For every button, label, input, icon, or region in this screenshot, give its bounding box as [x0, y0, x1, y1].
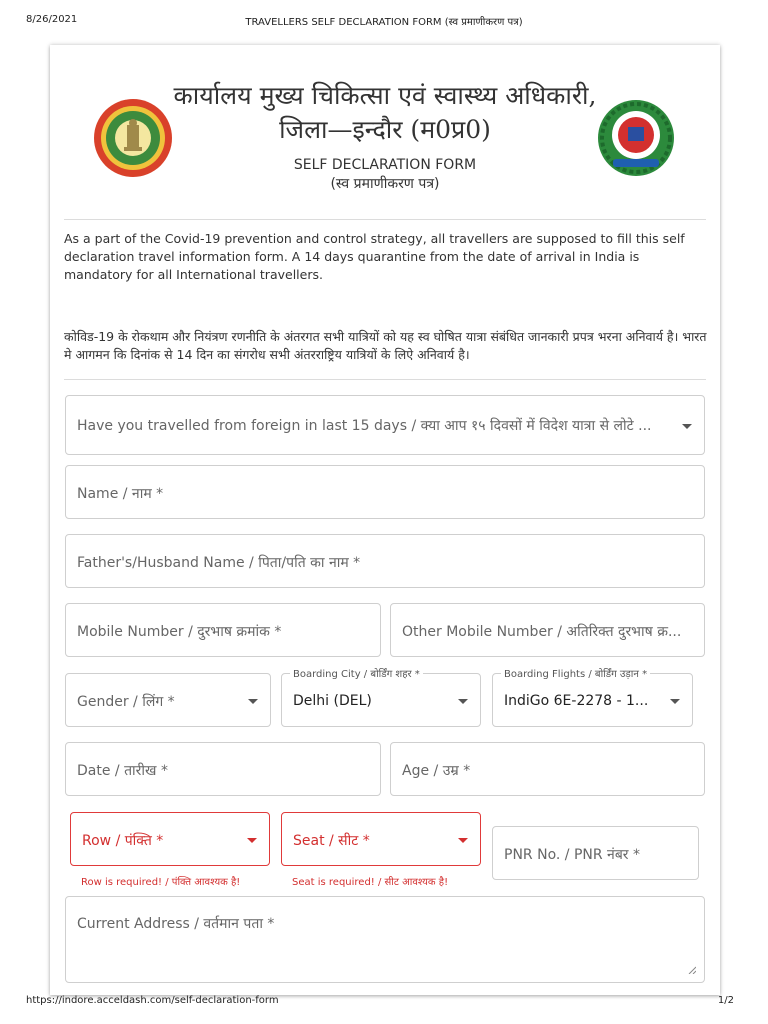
intro-english: As a part of the Covid-19 prevention and control strategy, all travellers are supposed to fill this self declaration travel information form. A 14 days quarantine from the date of arrival in India is mandatory for all International travellers.	[64, 231, 685, 282]
chevron-down-icon	[682, 424, 692, 429]
gender-placeholder: Gender / लिंग *	[77, 694, 175, 710]
name-placeholder: Name / नाम *	[77, 486, 164, 502]
intro-divider	[64, 379, 706, 380]
other-mobile-input[interactable]	[390, 603, 705, 657]
age-placeholder: Age / उम्र *	[402, 763, 471, 779]
mobile-input[interactable]	[65, 603, 381, 657]
office-title-line2: जिला—इन्दौर (म0प्र0)	[279, 115, 491, 144]
boarding-flight-select[interactable]	[492, 669, 693, 727]
municipal-emblem-icon	[595, 97, 677, 179]
chevron-down-icon	[248, 699, 258, 704]
chevron-down-icon	[670, 699, 680, 704]
address-textarea[interactable]	[65, 896, 705, 983]
date-placeholder: Date / तारीख *	[77, 763, 168, 779]
pnr-placeholder: PNR No. / PNR नंबर *	[504, 847, 640, 863]
foreign-travel-label: Have you travelled from foreign in last 15 days / क्या आप १५ दिवसों में विदेश यात्रा से लोटे ...	[77, 418, 652, 434]
boarding-city-value: Delhi (DEL)	[293, 693, 372, 709]
father-name-placeholder: Father's/Husband Name / पिता/पति का नाम *	[77, 555, 361, 571]
row-error: Row is required! / पंक्ति आवश्यक है!	[81, 877, 241, 888]
header-divider	[64, 219, 706, 220]
office-title-line1: कार्यालय मुख्य चिकित्सा एवं स्वास्थ्य अधिकारी,	[173, 81, 597, 110]
seat-error: Seat is required! / सीट आवश्यक है!	[292, 877, 449, 888]
gender-select[interactable]	[65, 673, 271, 727]
boarding-city-label: Boarding City / बोर्डिंग शहर *	[290, 666, 423, 680]
intro-hindi: कोविड-19 के रोकथाम और नियंत्रण रणनीति के अंतरगत सभी यात्रियों को यह स्व घोषित यात्रा संबंधित जानकारी प्रपत्र भरना अनिवार्य है। भारत मे आगमन कि दिनांक से 14 दिन का संगरोध सभी अंतरराष्ट्रिय यात्रियों के लिऐ अनिवार्य है।	[64, 329, 707, 362]
boarding-city-select[interactable]	[281, 669, 481, 727]
print-header	[0, 14, 768, 28]
print-url: https://indore.acceldash.com/self-declaration-form	[26, 995, 279, 1006]
foreign-travel-select[interactable]	[65, 395, 705, 455]
pnr-input[interactable]	[492, 826, 699, 880]
form-title: SELF DECLARATION FORM	[293, 157, 477, 173]
boarding-flight-label: Boarding Flights / बोर्डिंग उड़ान *	[501, 666, 650, 680]
age-input[interactable]	[390, 742, 705, 796]
form-card	[50, 45, 720, 995]
mobile-placeholder: Mobile Number / दुरभाष क्रमांक *	[77, 624, 282, 640]
other-mobile-placeholder: Other Mobile Number / अतिरिक्त दुरभाष क्र...	[402, 624, 682, 640]
chevron-down-icon	[458, 838, 468, 843]
father-name-input[interactable]	[65, 534, 705, 588]
row-select[interactable]	[70, 812, 270, 866]
resize-handle-icon[interactable]	[688, 966, 696, 974]
row-placeholder: Row / पंक्ति *	[82, 833, 164, 849]
print-page-number: 1/2	[717, 995, 734, 1006]
boarding-flight-value: IndiGo 6E-2278 - 1...	[504, 693, 649, 709]
form-title-block	[150, 156, 620, 194]
chevron-down-icon	[458, 699, 468, 704]
name-input[interactable]	[65, 465, 705, 519]
print-date: 8/26/2021	[26, 14, 78, 25]
seat-placeholder: Seat / सीट *	[293, 833, 370, 849]
form-subtitle: (स्व प्रमाणीकरण पत्र)	[330, 176, 440, 192]
date-input[interactable]	[65, 742, 381, 796]
seat-select[interactable]	[281, 812, 481, 866]
chevron-down-icon	[247, 838, 257, 843]
print-title: TRAVELLERS SELF DECLARATION FORM (स्व प्रमाणीकरण पत्र)	[245, 17, 523, 28]
address-placeholder: Current Address / वर्तमान पता *	[77, 916, 275, 932]
office-title	[150, 79, 620, 147]
